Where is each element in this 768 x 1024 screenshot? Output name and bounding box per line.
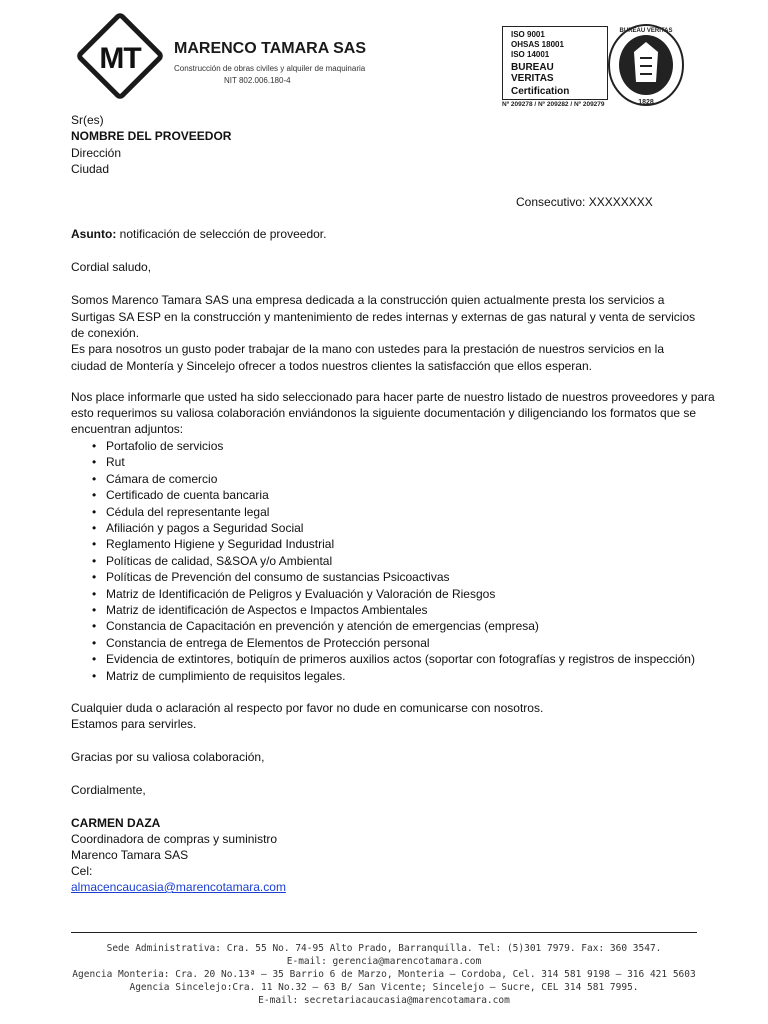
cert-label: Certification [511, 86, 570, 97]
list-item: • Portafolio de servicios [92, 438, 695, 454]
recipient-salutation: Sr(es) [71, 113, 104, 127]
cert-line: ISO 14001 [511, 50, 550, 59]
documents-list [92, 438, 695, 684]
list-item: • Políticas de Prevención del consumo de sustancias Psicoactivas [92, 569, 695, 585]
footer-line: E-mail: secretariacaucasia@marencotamara.com [258, 995, 510, 1006]
recipient-city: Ciudad [71, 162, 110, 176]
footer-line: Agencia Monteria: Cra. 20 No.13ª – 35 Barrio 6 de Marzo, Monteria – Cordoba, Cel. 314 581 9198 – 316 421 5603 [72, 969, 696, 980]
list-item: • Constancia de entrega de Elementos de Protección personal [92, 635, 695, 651]
footer-line: Agencia Sincelejo:Cra. 11 No.32 – 63 B/ San Vicente; Sincelejo – Sucre, CEL 314 581 7995. [129, 982, 639, 993]
paragraph-intro: Somos Marenco Tamara SAS una empresa dedicada a la construcción quien actualmente presta los servicios a Surtigas SA ESP en la construcción y mantenimiento de redes internas y externas de gas natural y venta de servicios de conexión. [71, 293, 696, 340]
company-nit: NIT 802.006.180-4 [224, 76, 291, 85]
list-item: • Matriz de identificación de Aspectos e Impactos Ambientales [92, 602, 695, 618]
list-item: • Cámara de comercio [92, 471, 695, 487]
regards-line: Cordialmente, [71, 783, 146, 797]
signature-email-link[interactable]: almacencaucasia@marencotamara.com [71, 880, 286, 894]
footer-divider [71, 932, 697, 933]
greeting: Cordial saludo, [71, 260, 152, 274]
list-item: • Rut [92, 454, 695, 470]
certification-box [502, 26, 608, 100]
signature-title: Coordinadora de compras y suministro [71, 832, 278, 846]
paragraph-request-line: esto requerimos su valiosa colaboración enviándonos la siguiente documentación y diligenciando los formatos que se [71, 406, 697, 420]
closing-line: Cualquier duda o aclaración al respecto por favor no dude en comunicarse con nosotros. [71, 701, 544, 715]
list-item: • Constancia de Capacitación en prevención y atención de emergencias (empresa) [92, 618, 695, 634]
list-item: • Matriz de Identificación de Peligros y Evaluación y Valoración de Riesgos [92, 586, 695, 602]
list-item: • Evidencia de extintores, botiquín de primeros auxilios actos (soportar con fotografías y registros de inspección) [92, 651, 695, 667]
cert-numbers: Nº 209278 / Nº 209282 / Nº 209279 [502, 101, 605, 108]
subject-label: Asunto: [71, 227, 117, 241]
paragraph-request-line: encuentran adjuntos: [71, 422, 184, 436]
list-item: • Afiliación y pagos a Seguridad Social [92, 520, 695, 536]
subject-line [71, 227, 326, 241]
list-item: • Certificado de cuenta bancaria [92, 487, 695, 503]
list-item: • Reglamento Higiene y Seguridad Industrial [92, 536, 695, 552]
closing-line: Estamos para servirles. [71, 717, 197, 731]
seal-text: BUREAU VERITAS [619, 28, 673, 34]
footer-line: E-mail: gerencia@marencotamara.com [286, 956, 482, 967]
company-name: MARENCO TAMARA SAS [174, 40, 366, 57]
bureau-veritas-seal-icon [606, 22, 686, 108]
company-tagline: Construcción de obras civiles y alquiler de maquinaria [174, 64, 366, 73]
subject-text: notificación de selección de proveedor. [116, 227, 327, 241]
logo-initials: MT [99, 42, 141, 75]
thanks-line: Gracias por su valiosa colaboración, [71, 750, 265, 764]
paragraph-pleasure: Es para nosotros un gusto poder trabajar de la mano con ustedes para la prestación de nuestros servicios en la ciudad de Montería y Sincelejo ofrecer a todos nuestros clientes la satisfacción que ellos esperan. [71, 342, 665, 373]
cert-line: ISO 9001 [511, 30, 545, 39]
paragraph-request-line: Nos place informarle que usted ha sido seleccionado para hacer parte de nuestro listado de nuestros proveedores y para [71, 390, 715, 404]
signature-name: CARMEN DAZA [71, 816, 161, 830]
list-item: • Cédula del representante legal [92, 504, 695, 520]
recipient-address: Dirección [71, 146, 122, 160]
cert-brand: BUREAU VERITAS [511, 62, 554, 84]
recipient-name: NOMBRE DEL PROVEEDOR [71, 129, 232, 143]
signature-company: Marenco Tamara SAS [71, 848, 189, 862]
list-item: • Matriz de cumplimiento de requisitos legales. [92, 668, 695, 684]
list-item: • Políticas de calidad, S&SOA y/o Ambiental [92, 553, 695, 569]
consecutive-number: Consecutivo: XXXXXXXX [516, 195, 653, 209]
company-logo [74, 14, 370, 110]
signature-cel: Cel: [71, 864, 93, 878]
cert-line: OHSAS 18001 [511, 40, 564, 49]
footer-line: Sede Administrativa: Cra. 55 No. 74-95 Alto Prado, Barranquilla. Tel: (5)301 7979. Fax: 360 3547. [106, 943, 662, 954]
seal-year: 1828 [638, 99, 654, 106]
